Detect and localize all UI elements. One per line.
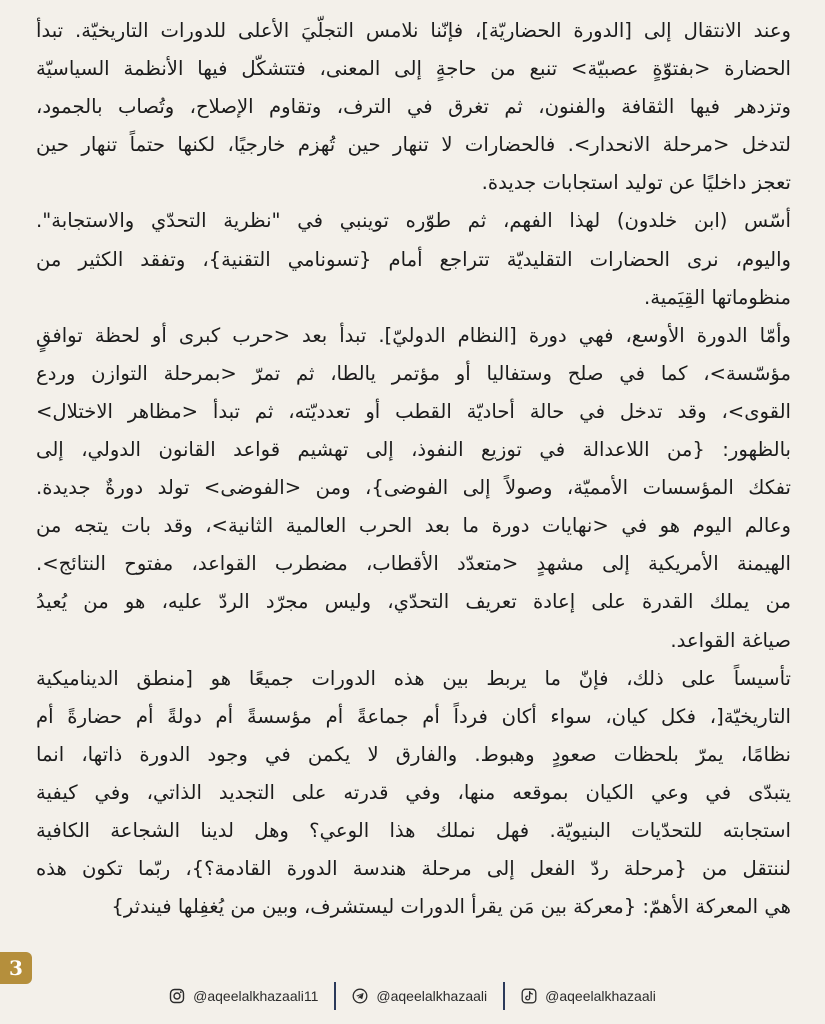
telegram-handle[interactable] (336, 988, 503, 1004)
body-line: بالظهور: {من اللاعدالة في توزيع النفوذ، إلى تهشيم قواعد القانون الدولي، إلى (36, 438, 791, 462)
body-line: يتبدّى في وعي الكيان بموقعه منها، وفي قدرته على التجديد الذاتي، وفي كيفية (36, 780, 791, 804)
page-number-badge: 3 (0, 952, 32, 984)
body-line: القوى>، وقد تدخل في حالة أحاديّة القطب أو تعدديّته، ثم تبدأ <مظاهر الاختلال> (36, 399, 791, 423)
instagram-handle-text: @aqeelalkhazaali11 (193, 988, 319, 1004)
body-line: تأسيساً على ذلك، فإنّ ما يربط بين هذه الدورات جميعًا هو [منطق الديناميكية (36, 666, 791, 690)
body-line: صياغة القواعد. (670, 628, 791, 652)
body-line: وأمّا الدورة الأوسع، فهي دورة [النظام الدوليّ]. تبدأ بعد <حرب كبرى أو لحظة توافقٍ (36, 323, 791, 347)
instagram-icon (169, 988, 185, 1004)
body-line: الهيمنة الأمريكية إلى مشهدٍ <متعدّد الأقطاب، مضطرب القواعد، مفتوح النتائج>. (36, 552, 791, 576)
body-line: واليوم، نرى الحضارات التقليديّة تتراجع أمام {تسونامي التقنية}، وتفقد الكثير من (36, 247, 791, 271)
body-line: وعالم اليوم هو في <نهايات دورة ما بعد الحرب العالمية الثانية>، وقد بات يتجه من (36, 514, 791, 538)
body-line: التاريخيّة[، فكل كيان، سواء أكان فرداً أم جماعةً أم مؤسسةً أم دولةً أم حضارةً أم (36, 704, 791, 728)
body-line: لتدخل <مرحلة الانحدار>. فالحضارات لا تنهار حين تُهزم خارجيًا، لكنها حتماً تنهار حين (36, 133, 791, 157)
body-line: مؤسّسة>، كما في صلح وستفاليا أو مؤتمر يالطا، ثم تمرّ <بمرحلة التوازن وردع (36, 361, 791, 385)
body-line: من يملك القدرة على إعادة تعريف التحدّي، وليس مجرّد الردّ عليه، هو من يُعيدُ (36, 590, 791, 614)
tiktok-icon (521, 988, 537, 1004)
body-line: أسّس (ابن خلدون) لهذا الفهم، ثم طوّره توينبي في "نظرية التحدّي والاستجابة". (36, 209, 791, 233)
tiktok-handle-text: @aqeelalkhazaali (545, 988, 656, 1004)
body-line: تفكك المؤسسات الأمميّة، وصولاً إلى الفوضى}، ومن <الفوضى> تولد دورةٌ جديدة. (36, 476, 791, 500)
article-body (36, 12, 791, 926)
body-line: نظامًا، يمرّ بلحظات صعودٍ وهبوط. والفارق لا يكمن في وجود الدورة ذاتها، انما (36, 742, 791, 766)
tiktok-handle[interactable] (505, 988, 672, 1004)
body-line: تعجز داخليًا عن توليد استجابات جديدة. (481, 171, 791, 195)
body-line: استجابته للتحدّيات البنيويّة. فهل نملك هذا الوعي؟ وهل لدينا الشجاعة الكافية (36, 818, 791, 842)
body-line: وتزدهر فيها الثقافة والفنون، ثم تغرق في الترف، وتقاوم الإصلاح، وتُصاب بالجمود، (36, 95, 791, 119)
body-line: وعند الانتقال إلى [الدورة الحضاريّة]، فإنّنا نلامس التجلّيَ الأعلى للدورات التاريخيّة. تبدأ (36, 19, 791, 42)
instagram-handle[interactable] (153, 988, 334, 1004)
body-line: هي المعركة الأهمّ: {معركة بين مَن يقرأ الدورات ليستشرف، وبين من يُغفِلها فيندثر} (111, 895, 791, 919)
telegram-icon (352, 988, 368, 1004)
body-line: لننتقل من {مرحلة ردّ الفعل إلى مرحلة هندسة الدورة القادمة؟}، ربّما تكون هذه (36, 857, 791, 881)
body-line: منظوماتها القِيَمية. (644, 285, 791, 309)
telegram-handle-text: @aqeelalkhazaali (376, 988, 488, 1004)
body-line: الحضارة <بفتوّةٍ عصبيّة> تنبع من حاجةٍ إلى المعنى، فتتشكّل فيها الأنظمة السياسيّة (36, 57, 791, 81)
social-footer (0, 968, 825, 1024)
